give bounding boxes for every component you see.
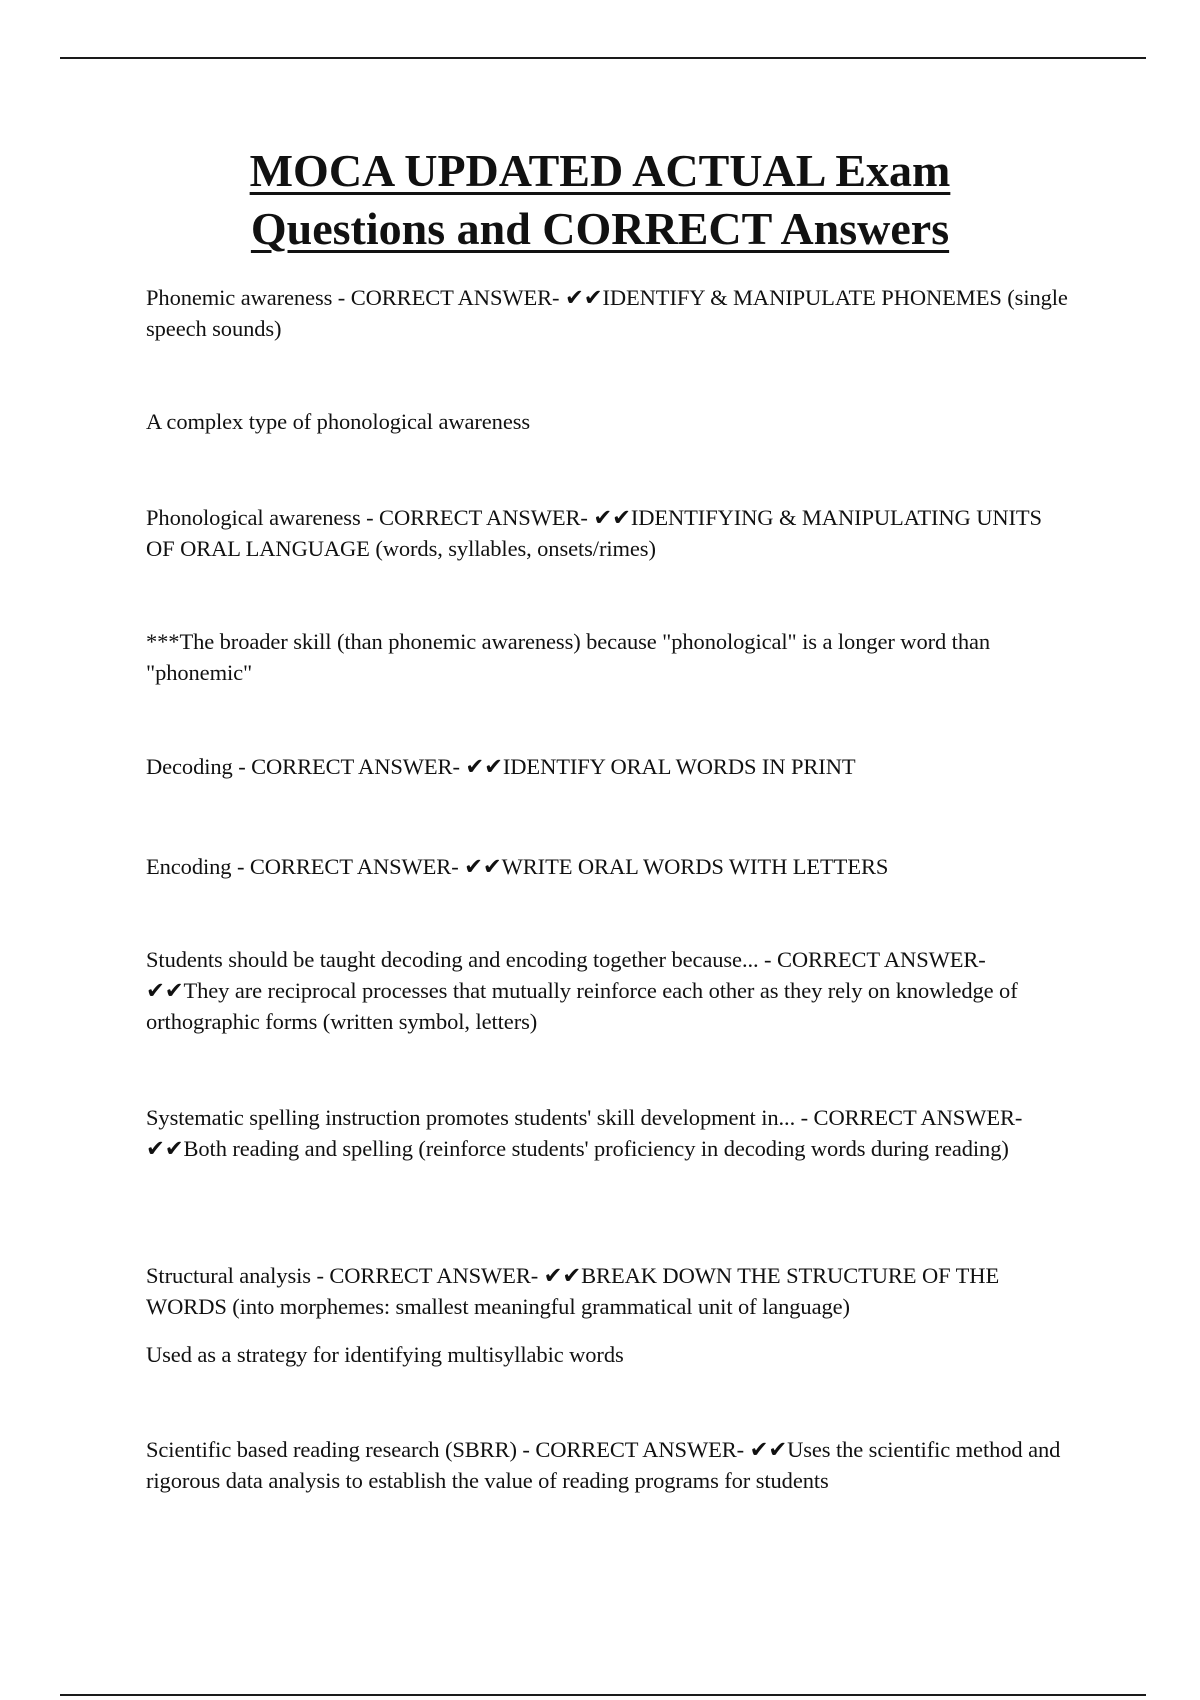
document-title: [0, 142, 1200, 258]
qa-encoding: Encoding - CORRECT ANSWER- ✔✔WRITE ORAL WORDS WITH LETTERS: [146, 854, 889, 879]
qa-phonological-awareness: Phonological awareness - CORRECT ANSWER- ✔✔IDENTIFYING & MANIPULATING UNITS OF ORAL LANGUAGE (words, syllables, onsets/rimes): [146, 505, 1042, 561]
qa-systematic-spelling: Systematic spelling instruction promotes students' skill development in... - CORRECT ANSWER- ✔✔Both reading and spelling (reinforce students' proficiency in decoding words during reading): [146, 1105, 1023, 1161]
note-broader-skill: ***The broader skill (than phonemic awareness) because "phonological" is a longer word than "phonemic": [146, 629, 991, 685]
note-complex-phonological: A complex type of phonological awareness: [146, 409, 531, 434]
top-rule: [60, 57, 1146, 59]
title-line-1: MOCA UPDATED ACTUAL Exam: [249, 145, 951, 196]
bottom-rule: [60, 1694, 1146, 1696]
note-multisyllabic: Used as a strategy for identifying multisyllabic words: [146, 1342, 624, 1367]
qa-decoding-encoding-together: Students should be taught decoding and encoding together because... - CORRECT ANSWER- ✔✔They are reciprocal processes that mutually reinforce each other as they rely on knowledge of orthographic forms (written symbol, letters): [146, 947, 1018, 1034]
qa-phonemic-awareness: Phonemic awareness - CORRECT ANSWER- ✔✔IDENTIFY & MANIPULATE PHONEMES (single speech sounds): [146, 285, 1068, 341]
title-line-2: Questions and CORRECT Answers: [250, 203, 950, 254]
qa-structural-analysis: Structural analysis - CORRECT ANSWER- ✔✔BREAK DOWN THE STRUCTURE OF THE WORDS (into morphemes: smallest meaningful grammatical unit of language): [146, 1263, 1000, 1319]
qa-sbrr: Scientific based reading research (SBRR) - CORRECT ANSWER- ✔✔Uses the scientific method and rigorous data analysis to establish the value of reading programs for students: [146, 1437, 1061, 1493]
qa-decoding: Decoding - CORRECT ANSWER- ✔✔IDENTIFY ORAL WORDS IN PRINT: [146, 754, 856, 779]
